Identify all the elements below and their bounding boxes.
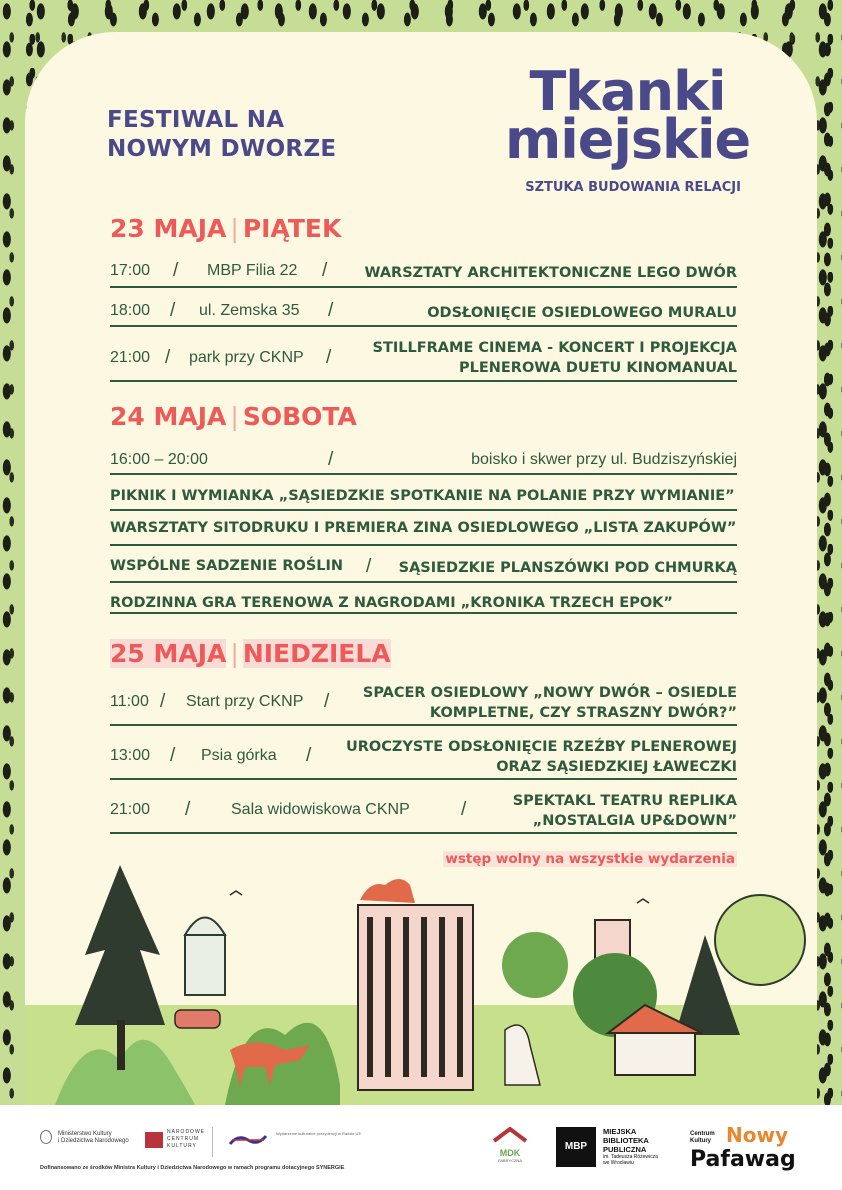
- event-title: ODSŁONIĘCIE OSIEDLOWEGO MURALU: [427, 305, 737, 321]
- event-time: 18:00: [110, 302, 151, 319]
- mbp-line3: PUBLICZNA: [603, 1145, 647, 1154]
- slash-separator: /: [322, 260, 328, 281]
- event-title-line1: UROCZYSTE ODSŁONIĘCIE RZEŹBY PLENEROWEJ: [345, 739, 737, 755]
- schedule-row: [110, 337, 737, 382]
- schedule-row: [110, 736, 737, 780]
- mdk-logo: [490, 1127, 530, 1169]
- event-location: MBP Filia 22: [207, 262, 298, 279]
- event-title: WSPÓLNE SADZENIE ROŚLIN: [110, 558, 344, 574]
- church-dome: [185, 918, 225, 936]
- event-title: PIKNIK I WYMIANKA „SĄSIEDZKIE SPOTKANIE NA POLANIE PRZY WYMIANIE”: [110, 488, 735, 504]
- festival-title-line2: NOWYM DWORZE: [107, 136, 337, 162]
- slash-separator: /: [328, 300, 334, 321]
- mbp-logo-text: [603, 1127, 658, 1166]
- neighborhood-illustration: [25, 855, 817, 1105]
- event-title: [363, 683, 737, 723]
- day-separator: |: [230, 214, 239, 243]
- red-car: [175, 1010, 220, 1028]
- nck-logo: [167, 1129, 205, 1150]
- slash-separator: /: [173, 260, 179, 281]
- day-heading-friday: [110, 214, 341, 243]
- event-title: WARSZTATY SITODRUKU I PREMIERA ZINA OSIEDLOWEGO „LISTA ZAKUPÓW”: [110, 520, 737, 536]
- schedule-row: [110, 594, 737, 614]
- logo-line1: Tkanki: [529, 60, 726, 123]
- mbp-line2: BIBLIOTEKA: [603, 1136, 649, 1145]
- event-location: Start przy CKNP: [186, 693, 304, 710]
- event-time: 16:00 – 20:00: [110, 451, 208, 468]
- event-title: [346, 737, 737, 777]
- event-location: park przy CKNP: [189, 349, 304, 366]
- slash-separator: /: [324, 691, 330, 712]
- eu-text: Wydarzenie kulturalne prezydencji w Radzie UE: [276, 1131, 362, 1136]
- church: [185, 935, 225, 995]
- day-weekday: NIEDZIELA: [242, 639, 391, 668]
- day-date: 24 MAJA: [110, 402, 227, 431]
- event-location: Sala widowiskowa CKNP: [231, 801, 410, 818]
- slash-separator: /: [306, 745, 312, 766]
- fox-on-roof: [360, 879, 415, 903]
- day-separator: |: [230, 639, 239, 668]
- nck-emblem-icon: [145, 1132, 163, 1148]
- event-title-line1: SPACER OSIEDLOWY „NOWY DWÓR – OSIEDLE: [362, 685, 737, 701]
- ministry-line2: i Dziedzictwa Narodowego: [58, 1138, 129, 1144]
- schedule-row: [110, 447, 737, 475]
- event-time: 13:00: [110, 747, 151, 764]
- ministry-emblem-icon: [40, 1130, 52, 1144]
- schedule-row: [110, 519, 737, 546]
- slash-separator: /: [366, 556, 372, 577]
- day-date: 23 MAJA: [110, 214, 227, 243]
- footer-sponsors: [0, 1105, 842, 1190]
- pafawag-logo-text: Pafawag: [690, 1147, 796, 1172]
- day-weekday: SOBOTA: [242, 402, 357, 431]
- tree: [715, 895, 805, 985]
- day-heading-saturday: [110, 402, 357, 431]
- ministry-logo: [58, 1131, 129, 1145]
- slash-separator: /: [185, 799, 191, 820]
- schedule-row: [110, 790, 737, 834]
- free-entry-note: wstęp wolny na wszystkie wydarzenia: [445, 851, 735, 867]
- house: [615, 1030, 695, 1075]
- tree-trunk: [117, 1020, 125, 1070]
- nck-line3: KULTURY: [167, 1143, 197, 1149]
- mdk-subtitle: FABRYCZNA: [498, 1158, 522, 1163]
- schedule-row: [110, 258, 737, 288]
- bird: [637, 899, 649, 903]
- festival-title: [107, 106, 336, 164]
- event-location: boisko i skwer przy ul. Budziszyńskiej: [471, 451, 737, 468]
- event-time: 21:00: [110, 349, 151, 366]
- slash-separator: /: [165, 347, 171, 368]
- ck-line1: Centrum: [690, 1131, 715, 1137]
- mbp-line1: MIEJSKA: [603, 1127, 637, 1136]
- eu-presidency-icon: [228, 1133, 268, 1145]
- event-title: [373, 338, 737, 378]
- mbp-line5: we Wrocławiu: [603, 1160, 634, 1166]
- event-title-line2: ORAZ SĄSIEDZKIEJ ŁAWECZKI: [496, 759, 737, 775]
- funding-note: Dofinansowano ze środków Ministra Kultury i Dziedzictwa Narodowego w ramach programu dotacyjnego SYNERGIE: [40, 1165, 345, 1171]
- event-title-line2: PLENEROWA DUETU KINOMANUAL: [458, 360, 737, 376]
- apartment-block: [358, 905, 473, 1090]
- logo-subtitle: SZTUKA BUDOWANIA RELACJI: [525, 180, 741, 195]
- pine-tree: [75, 865, 165, 1025]
- day-weekday: PIĄTEK: [242, 214, 342, 243]
- schedule-row: [110, 683, 737, 726]
- mbp-line4: im. Tadeusza Różewicza: [603, 1154, 658, 1160]
- ck-label: [690, 1131, 715, 1145]
- festival-title-line1: FESTIWAL NA: [107, 107, 285, 133]
- event-title: SĄSIEDZKIE PLANSZÓWKI POD CHMURKĄ: [398, 560, 737, 576]
- event-time: 11:00: [110, 693, 149, 710]
- slash-separator: /: [328, 449, 334, 470]
- ck-line2: Kultury: [690, 1138, 711, 1144]
- event-title: RODZINNA GRA TERENOWA Z NAGRODAMI „KRONIKA TRZECH EPOK”: [110, 595, 673, 611]
- mbp-logo-box: MBP: [556, 1127, 596, 1167]
- event-title-line2: KOMPLETNE, CZY STRASZNY DWÓR?”: [429, 705, 737, 721]
- event-location: ul. Zemska 35: [199, 302, 300, 319]
- day-separator: |: [230, 402, 239, 431]
- ministry-line1: Ministerstwo Kultury: [58, 1131, 112, 1137]
- schedule-row: [110, 298, 737, 327]
- nowy-logo-text: Nowy: [726, 1123, 788, 1147]
- nck-line2: CENTRUM: [167, 1136, 199, 1142]
- footer-divider: [212, 1127, 213, 1157]
- eu-presidency-mark: [228, 1134, 268, 1146]
- slash-separator: /: [170, 745, 176, 766]
- event-time: 17:00: [110, 262, 151, 279]
- event-location: Psia górka: [201, 747, 277, 764]
- day-heading-sunday: [110, 639, 391, 668]
- event-title-line2: „NOSTALGIA UP&DOWN”: [532, 813, 737, 829]
- event-title-line1: STILLFRAME CINEMA - KONCERT I PROJEKCJA: [372, 340, 737, 356]
- nck-line1: NARODOWE: [167, 1129, 205, 1135]
- day-date: 25 MAJA: [110, 639, 227, 668]
- event-title: WARSZTATY ARCHITEKTONICZNE LEGO DWÓR: [364, 265, 737, 281]
- event-title-line1: SPEKTAKL TEATRU REPLIKA: [512, 793, 737, 809]
- schedule-row: [110, 484, 737, 511]
- logo-line2: miejskie: [505, 108, 751, 171]
- logo-title: [505, 60, 751, 171]
- slash-separator: /: [160, 691, 166, 712]
- schedule-row: [110, 555, 737, 583]
- bird: [230, 891, 242, 895]
- slash-separator: /: [170, 300, 176, 321]
- mdk-text: MDK: [499, 1148, 521, 1158]
- tree: [502, 932, 568, 998]
- event-title: [513, 791, 737, 831]
- slash-separator: /: [326, 347, 332, 368]
- slash-separator: /: [461, 799, 467, 820]
- event-time: 21:00: [110, 801, 151, 818]
- mdk-roof-icon: [492, 1127, 528, 1143]
